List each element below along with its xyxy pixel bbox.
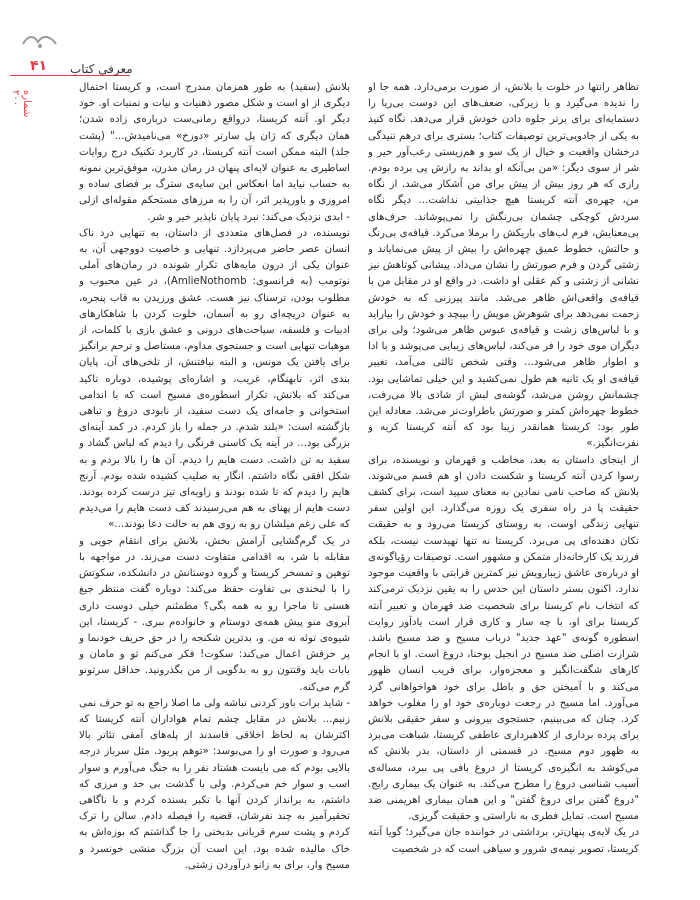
paragraph: در یک گرم‌گشایی آرامش بخش، بلانش برای انتقام جویی و مقابله با شر، به اقدامی متفاوت دست می‌زند. در مواجهه با توهین و تمسخر کریستا و گروه دوستانش در دانشکده، سکوتش را با لبخندی بی تفاوت حفظ می‌کند: دوباره گفت منتظر جیغ هستی تا ماجرا رو به همه بگی؟ مطمئنم خیلی دوست داری آبروی منو پیش همه‌ی دوستام و خانواده‌م ببری. - کریستا، این شیوه‌ی توئه نه من. و، بدترین شکنجه را در حق حریف خودنما و پر حرفش اعمال می‌کند: سکوت! فکر می‌کنم تو و مامان و بابات باید وقتتون رو به بدگویی از من بگذرونید. حداقل سرتونو گرم می‌کنه. bbox=[79, 535, 350, 693]
paragraph: - شاید برات باور کردنی نباشه ولی ما اصلا راجع به تو حرف نمی زنیم... بلانش در مقابل چشم تمام هواداران آنته کریستا که اکثرشان به لحاظ اخلاقی فاسدند از پله‌های آمفی تئاتر بالا می‌رود و صورت او را می‌بوسد: «توهم پریود. مثل سرباز درجه بالایی بودم که می بایست هشتاد نفر را به جنگ می‌آورم و سوار اسب و سوار خم می‌کردم. ولی با گذشت بی حد و مرزی که داشتم، به برانداز کردن آنها با تکبر بسنده کردم و با ناگاهی تحقیرآمیز به چند نفرشان، قضیه را فیصله دادم. سالن را ترک کردم و پشت سرم قربانی بدبختی را جا گذاشتم که بوزه‌اش به خاک مالیده شده بود. این است آن بزرگ منشی خونسرد و مسیح وار، برای به زانو درآوردن زشتی. bbox=[79, 697, 350, 870]
paragraph: از اینجای داستان به بعد، مخاطب و قهرمان و نویسنده، برای رسوا کردن آنته کریستا و شکست دادن او هم قسم می‌شوند. بلانش که صاحب نامی نمادین به معنای سپید است، برای کشف حقیقت پا در راه سفری یک روزه می‌گذارد. این اولین سفر تنهایی زندگی اوست. به روستای کریستا می‌رود و به حقیقت تکان دهنده‌ای پی می‌برد. کریستا نه تنها تهیدست نیست، بلکه فرزند یک کارخانه‌دار متمکن و مشهور است. توصیفات رؤیاگونه‌ی او درباره‌ی عاشق زیبارویش نیز کمترین قرابتی با واقعیت موجود ندارد. اکنون بستر داستان این حدس را به یقین نزدیک ترمی‌کند که انتخاب نام کریستا برای شخصیت ضد قهرمان و تعبیر آنته کریستا برای او، با چه ساز و کاری قرار است یادآور روایت اسطوره گونه‌ی "عهد جدید" درباب مسیح و ضد مسیح باشد. شرارت اصلی ضد مسیح در انجیل یوحنا، دروغ است. او با انجام کارهای شگفت‌انگیز و معجزه‌وار، برای فریب انسان ظهور می‌کند و با آمیختن حق و باطل برای خود هواخواهانی گرد می‌آورد. اما مسیح در رجعت دوباره‌ی خود او را مغلوب خواهد کرد. چنان که می‌بینیم، جستجوی بیرونی و سفر حقیقی بلانش برای پرده برداری از کلاهبرداری عاطفی کریستا، شباهت می‌برد به ظهور دوم مسیح. در قسمتی از داستان، بدر بلانش که می‌کوشد به انگیزه‌ی کریستا از دروغ بافی پی ببرد، مساله‌ی آسیب شناسی دروغ را مطرح می‌کند. به عنوان یک بیماری رایج. "دروغ گفتن برای دروغ گفتن" و این همان بیماری اهریمنی ضد مسیح است. تمایل فطری به ناراستی و حقیقت گریزی. bbox=[368, 454, 639, 823]
article-body bbox=[79, 80, 639, 870]
paragraph: در یک لایه‌ی پنهان‌تر، برداشتی در خواننده جان می‌گیرد؛ گویا آنته کریستا، تصویر نیمه‌ی شرور و سیاهی است که در شخصیت bbox=[368, 827, 639, 855]
paragraph: تظاهر رانتها در خلوت با بلانش، از صورت برمی‌دارد. همه جا او را ندیده می‌گیرد و با زیرکی، ضعف‌های این دوست بی‌ریا را دستمایه‌ای برای برتر جلوه دادن خودش قرار می‌دهد. نگاه کنید به یکی از جادویی‌ترین توصیفات کتاب؛ بستری برای درهم تنیدگی درخشان واقعیت و خیال از یک سو و هم‌زیستی رعب‌آور خیر و شر از سوی دیگر: «من بی‌آنکه او بداند به رازش پی برده بودم. رازی که هر روز بیش از پیش برای من آشکار می‌شد. از نگاه من، چهره‌ی آنته کریستا هیچ جذابیتی نداشت... دیگر نگاه سردش کوچکی چشمان بی‌رنگش را نمی‌پوشاند. حرف‌های بی‌معنایش، فرم لب‌های باریکش را برملا می‌کرد. قیافه‌ی بی‌رنگ و حالتش، خطوط عمیق چهره‌اش را بیش از پیش می‌نمایاند و زشتی گردن و فرم صورتش را نشان می‌داد. پیشانی کوتاهش نیز نشانی از زشتی و کم عقلی او داشت. در واقع او در مقابل من با قیافه‌ی واقعی‌اش ظاهر می‌شد. مانند پیرزنی که به خودش زحمت نمی‌دهد برای شوهرش مویش را بپیچد و خودش را بیاراید و با لباس‌های زشت و قیافه‌ی عبوس ظاهر می‌شود؛ ولی برای دیگران موی خود را فر می‌کند، لباس‌های زیبایی می‌پوشد و با ادا و اطوار ظاهر می‌شود... وقتی شخص ثالثی می‌آمد، تغییر قیافه‌ی او یک ثانیه هم طول نمی‌کشید و این خیلی تماشایی بود. چشمانش روشن می‌شد، گوشه‌ی لبش از شادی بالا می‌رفت، خطوط چهره‌اش کمتر و صورتش باطراوت‌تر می‌شد. معادله این طور بود: کریستا همانقدر زیبا بود که آنته کریستا کریه و نفرت‌انگیز.» bbox=[368, 82, 639, 450]
paragraph: نویسنده، در فصل‌های متعددی از داستان، به تنهایی درد ناک انسان عصر حاضر می‌پردازد. تنهایی و خاصیت دووجهی آن، به عنوان یکی از درون مایه‌های تکرار شونده در رمان‌های آملی نوتومب (به فرانسوی: AmlieNothomb)، در عین محبوب و مطلوب بودن، ترسناک نیز هست. عشق ورزیدن به قاب پنجره، به عنوان دریچه‌ای رو به آسمان، خلوت کردن با شاهکارهای ادبیات و فلسفه، سیاحت‌های درونی و عشق بازی با کلمات، از موهبات تنهایی است و جستجوی مداوم، مستاصل و ترحم برانگیز برای یافتن یک مونس، و البته نیافتنش، از تلخی‌های آن. پایان بندی اثر، نابهنگام، غریب، و اشاره‌ای پوشیده، دوباره تاکید می‌کند که بلانش، تکرار اسطوره‌ی مسیح است که با اندامی استخوانی و جامه‌ای یک دست سفید، از نابودی دروغ و تباهی بازگشته است: «بلند شدم. در جمله را باز کردم. در کمد آینه‌ای بزرگی بود... در آینه یک کاسنی فرنگی را دیدم که لباس گشاد و سفید به تن داشت. دست هایم را دیدم. آن ها را بالا بردم و به شکل افقی نگاه داشتم. انگار به صلیب کشیده شده بودم. آرنج هایم را دیدم که تا شده بودند و زاویه‌ای تیز درست کرده بودند. دست هایم از پهنای به هم می‌رسیدند کف دست هایم را می‌دیدم که علی رغم میلشان رو به روی هم به حالت دعا بودند...» bbox=[79, 227, 350, 531]
paragraph: بلانش (سفید) به طور همزمان مندرج است، و کریستا احتمال دیگری از او است و شکل مصور ذهنیات و نیات و تمنیات او. خود دیگر او. آنته کریستا، درواقع رمانی‌ست درباره‌ی زاده شدن؛ همان دیگری که ژان پل سارتر «دوزخ» می‌نامیدش..." (پشت جلد) البته ممکن است آنته کریستا، در کاربرد تکنیک درج روایات اساطیری به عنوان لایه‌ای پنهان در رمان مدرن، موفق‌ترین نمونه به حساب نیاید اما انعکاس این سایه‌ی سترگ بر فضای ساده و امروزی و باورپذیر اثر، آن را به مرزهای مستحکم مقوله‌ای ازلی - ابدی نزدیک می‌کند: نبرد پایان ناپذیر خیر و شر. bbox=[79, 82, 350, 223]
article-left-column bbox=[79, 80, 350, 870]
page-number: ۴۱ bbox=[30, 58, 48, 74]
magazine-logo-icon bbox=[20, 32, 60, 50]
magazine-logo bbox=[20, 32, 60, 50]
issue-label: شماره ۲۰۰ bbox=[10, 90, 32, 118]
article-right-column bbox=[368, 80, 639, 870]
section-title: معرفی کتاب bbox=[70, 62, 133, 76]
